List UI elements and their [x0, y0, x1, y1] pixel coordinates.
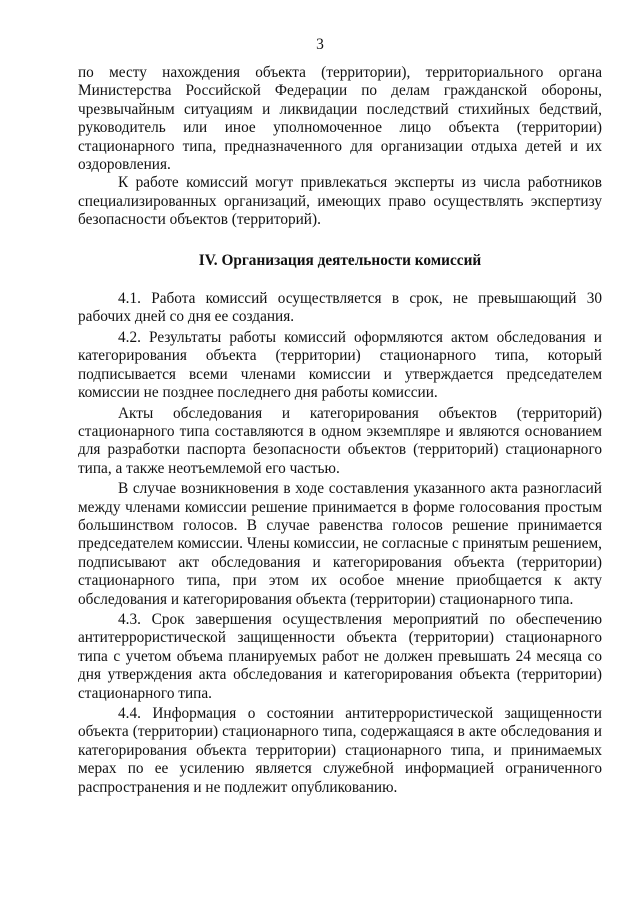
section-heading: IV. Организация деятельности комиссий	[198, 251, 482, 269]
paragraph-4-3: 4.3. Срок завершения осуществления мероприятий по обеспечению антитеррористической защищенности объекта (территории) стационарного типа с учетом объема планируемых работ не должен превышать 24 месяца со дня утверждения акта обследования и категорирования объекта (территории) стационарного типа.	[78, 610, 602, 702]
paragraph-4-4: 4.4. Информация о состоянии антитеррористической защищенности объекта (территории) стационарного типа, содержащаяся в акте обследования и категорирования объекта территории) стационарного типа, и принимаемых мерах по ее усилению является служебной информацией ограниченного распространения и не подлежит опубликованию.	[78, 705, 602, 796]
paragraph-acts: Акты обследования и категорирования объектов (территорий) стационарного типа составляются в одном экземпляре и являются основанием для разработки паспорта безопасности объектов (территорий) стационарного типа, а также неотъемлемой его частью.	[78, 404, 602, 477]
page-number: 3	[316, 36, 324, 53]
paragraph-disagreements: В случае возникновения в ходе составления указанного акта разногласий между членами комиссии решение принимается в форме голосования простым большинством голосов. В случае равенства голосов решение принимается председателем комиссии. Члены комиссии, не согласные с принятым решением, подписывают акт обследования и категорирования объекта (территории) стационарного типа, при этом их особое мнение приобщается к акту обследования и категорирования объекта (территории) стационарного типа.	[78, 480, 602, 608]
document-body	[78, 64, 602, 797]
paragraph-experts: К работе комиссий могут привлекаться эксперты из числа работников специализированных организаций, имеющих право осуществлять экспертизу безопасности объектов (территорий).	[78, 174, 602, 229]
paragraph-continuation: по месту нахождения объекта (территории), территориального органа Министерства Российской Федерации по делам гражданской обороны, чрезвычайным ситуациям и ликвидации последствий стихийных бедствий, руководитель или иное уполномоченное лицо объекта (территории) стационарного типа, предназначенного для организации отдыха детей и их оздоровления.	[78, 64, 602, 174]
paragraph-4-1: 4.1. Работа комиссий осуществляется в срок, не превышающий 30 рабочих дней со дня ее создания.	[78, 290, 602, 326]
paragraph-4-2: 4.2. Результаты работы комиссий оформляются актом обследования и категорирования объекта (территории) стационарного типа, который подписывается всеми членами комиссии и утверждается председателем комиссии не позднее последнего дня работы комиссии.	[78, 328, 602, 402]
